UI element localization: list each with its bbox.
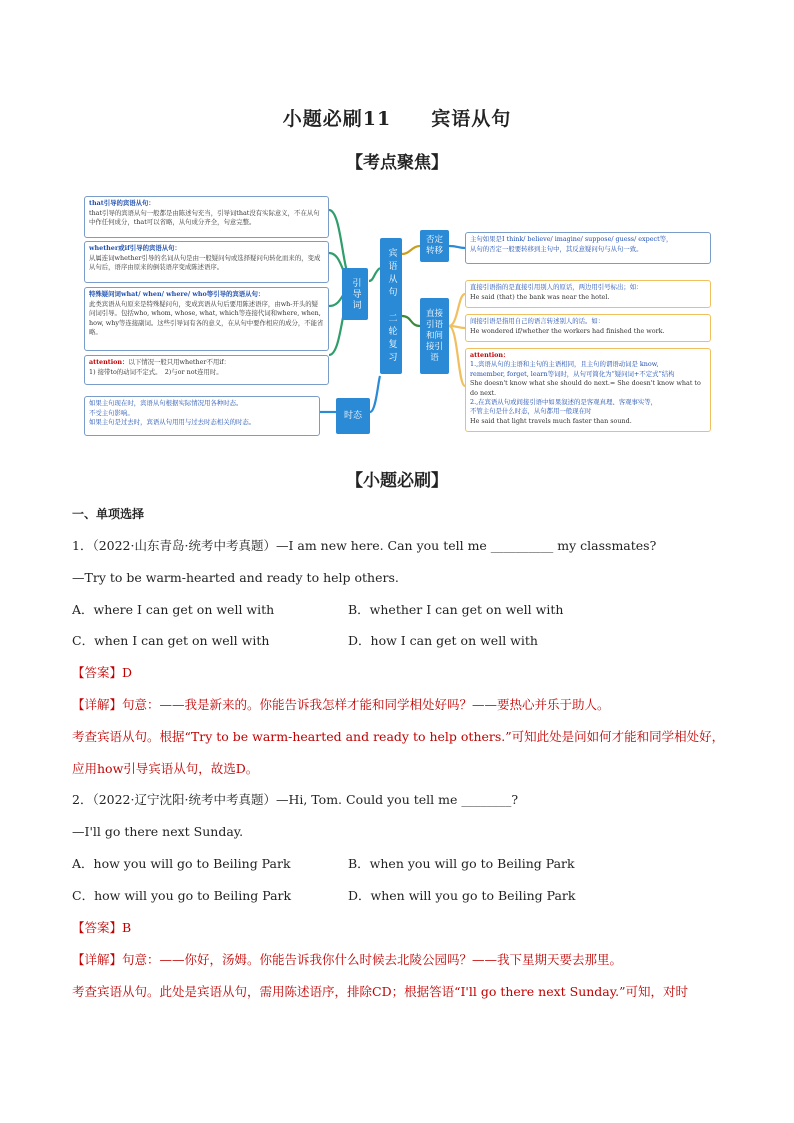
node-center: 宾语从句 二轮复习: [380, 238, 402, 374]
whether-attention-box: [84, 355, 329, 385]
negation-line2: 从句的否定一般要转移到主句中，其反意疑问句与从句一致。: [470, 244, 643, 253]
speech-attention-label: attention：: [470, 351, 510, 359]
negation-transfer-box: [465, 232, 711, 264]
that-clause-heading: that引导的宾语从句：: [89, 199, 155, 207]
that-clause-box: [84, 196, 329, 238]
speech-attention-l1: 1.,宾语从句的主语和主句的主语相同，且主句的谓语动词是 know,: [470, 360, 659, 369]
q1-answer-label: 【答案】: [72, 665, 123, 680]
q1-detail-line2: 考查宾语从句。根据“Try to be warm-hearted and ready to help others.”可知此处是问如何才能和同学相处好，: [72, 729, 725, 744]
section-heading-focus: 【考点聚焦】: [346, 153, 448, 173]
direct-speech-line1: 直接引语指的是直接引用别人的原话，两边用引号标出；如：: [470, 283, 643, 291]
speech-attention-box: [465, 348, 711, 432]
q2-stem: 2．（2022·辽宁沈阳·统考中考真题）—Hi, Tom. Could you tell me ________?: [72, 792, 519, 807]
q2-detail-line1: [72, 952, 622, 968]
q2-reply: —I'll go there next Sunday.: [72, 824, 244, 839]
attention-text: 以下情况一般只用whether不用if：: [128, 358, 231, 366]
tense-line3: 如果主句是过去时，宾语从句用用与过去时态相关的时态。: [89, 418, 256, 427]
node-tense: 时态: [336, 398, 370, 434]
attention-label: attention：: [89, 358, 129, 366]
mind-map: [80, 186, 716, 438]
tense-line1: 如果主句现在时，宾语从句根据实际情况用各种时态。: [89, 399, 243, 407]
q1-option-b: B．whether I can get on well with: [348, 602, 564, 617]
q1-reply: —Try to be warm-hearted and ready to help others.: [72, 570, 399, 585]
wh-question-clause-box: [84, 287, 329, 351]
q2-answer: [72, 920, 131, 936]
speech-attention-l4: 2.,在宾语从句或间接引语中如果叙述的是客观真理、客观事实等，: [470, 398, 658, 407]
q2-option-b: B．when you will go to Beiling Park: [348, 856, 575, 871]
tense-box: [84, 396, 320, 436]
q1-option-c: C．when I can get on well with: [72, 633, 270, 648]
speech-attention-l3: She doesn't know what she should do next.= She doesn't know what to do next.: [470, 379, 701, 397]
whether-if-text: 从属连词whether引导的名词从句是由一般疑问句或选择疑问句转化而来的，变成从句后，语序由原来的倒装语序变成陈述语序。: [89, 253, 321, 272]
q1-option-d: D．how I can get on well with: [348, 633, 538, 648]
q1-answer-value: D: [122, 665, 133, 680]
title-topic: 宾语从句: [431, 108, 512, 130]
indirect-speech-box: [465, 314, 711, 342]
q1-stem: 1．（2022·山东青岛·统考中考真题）—I am new here. Can you tell me __________ my classmates?: [72, 538, 657, 553]
direct-speech-box: [465, 280, 711, 308]
q1-detail-text1: 句意：——我是新来的。你能告诉我怎样才能和同学相处好吗？——要热心并乐于助人。: [122, 697, 610, 712]
whether-if-clause-box: [84, 241, 329, 283]
tense-line2: 不受主句影响。: [89, 408, 134, 417]
that-clause-text: that引导的宾语从句一般都是由陈述句充当，引导词that没有实际意义，不在从句中作任何成分，that可以省略，从句成分齐全，句意完整。: [89, 208, 320, 227]
q2-answer-label: 【答案】: [72, 920, 123, 935]
q2-detail-line2: 考查宾语从句。此处是宾语从句，需用陈述语序，排除CD；根据答语“I'll go there next Sunday.”可知，对时: [72, 984, 689, 999]
q2-answer-value: B: [122, 920, 132, 935]
node-direct-indirect-speech: 直接引语和间接引语: [420, 298, 449, 374]
node-introducer: 引导词: [342, 268, 368, 320]
section-heading-practice: 【小题必刷】: [346, 471, 448, 491]
q1-option-a: A．where I can get on well with: [72, 602, 275, 617]
node-negation-transfer: 否定转移: [420, 230, 449, 262]
q2-option-d: D．when will you go to Beiling Park: [348, 888, 576, 903]
q1-detail-line3: 应用how引导宾语从句，故选D。: [72, 761, 259, 776]
negation-line1: 主句如果是I think/ believe/ imagine/ suppose/ guess/ expect等，: [470, 235, 673, 243]
speech-attention-l6: He said that light travels much faster than sound.: [470, 416, 632, 425]
q2-detail-text1: 句意：——你好，汤姆。你能告诉我你什么时候去北陵公园吗？——我下星期天要去那里。: [122, 952, 623, 967]
q1-detail-line1: [72, 697, 610, 713]
q2-option-a: A．how you will go to Beiling Park: [72, 856, 291, 871]
indirect-speech-line1: 间接引语是指用自己的语言转述别人的话。如：: [470, 317, 605, 325]
q1-answer: [72, 665, 132, 681]
q2-option-c: C．how will you go to Beiling Park: [72, 888, 292, 903]
indirect-speech-line2: He wondered if/whether the workers had finished the work.: [470, 326, 665, 335]
attention-line2: 1) 接带to的动词不定式。 2)与or not连用时。: [89, 367, 223, 376]
q1-detail-label: 【详解】: [72, 697, 123, 712]
whether-if-heading: whether或if引导的宾语从句：: [89, 244, 181, 252]
q2-detail-label: 【详解】: [72, 952, 123, 967]
title-number: 小题必刷11: [282, 108, 392, 130]
wh-question-heading: 特殊疑问词what/ when/ where/ who等引导的宾语从句：: [89, 290, 265, 298]
speech-attention-l2: remember, forget, learn等词时，从句可简化为“疑问词+不定式”结构: [470, 369, 675, 378]
direct-speech-line2: He said (that) the bank was near the hotel.: [470, 292, 610, 301]
page-title: [0, 104, 794, 131]
part-label: 一、单项选择: [72, 507, 145, 521]
wh-question-text: 此类宾语从句原来是特殊疑问句，变成宾语从句后要用陈述语序，由wh-开头的疑问词引导。包括who, whom, whose, what, which等连接代词和where, when, how, why等连接副词。这些引导词有各的意义，在从句中要作相应的成分，不能省略。: [89, 299, 324, 337]
speech-attention-l5: 不管主句是什么时态，从句都用一般现在时: [470, 407, 592, 416]
